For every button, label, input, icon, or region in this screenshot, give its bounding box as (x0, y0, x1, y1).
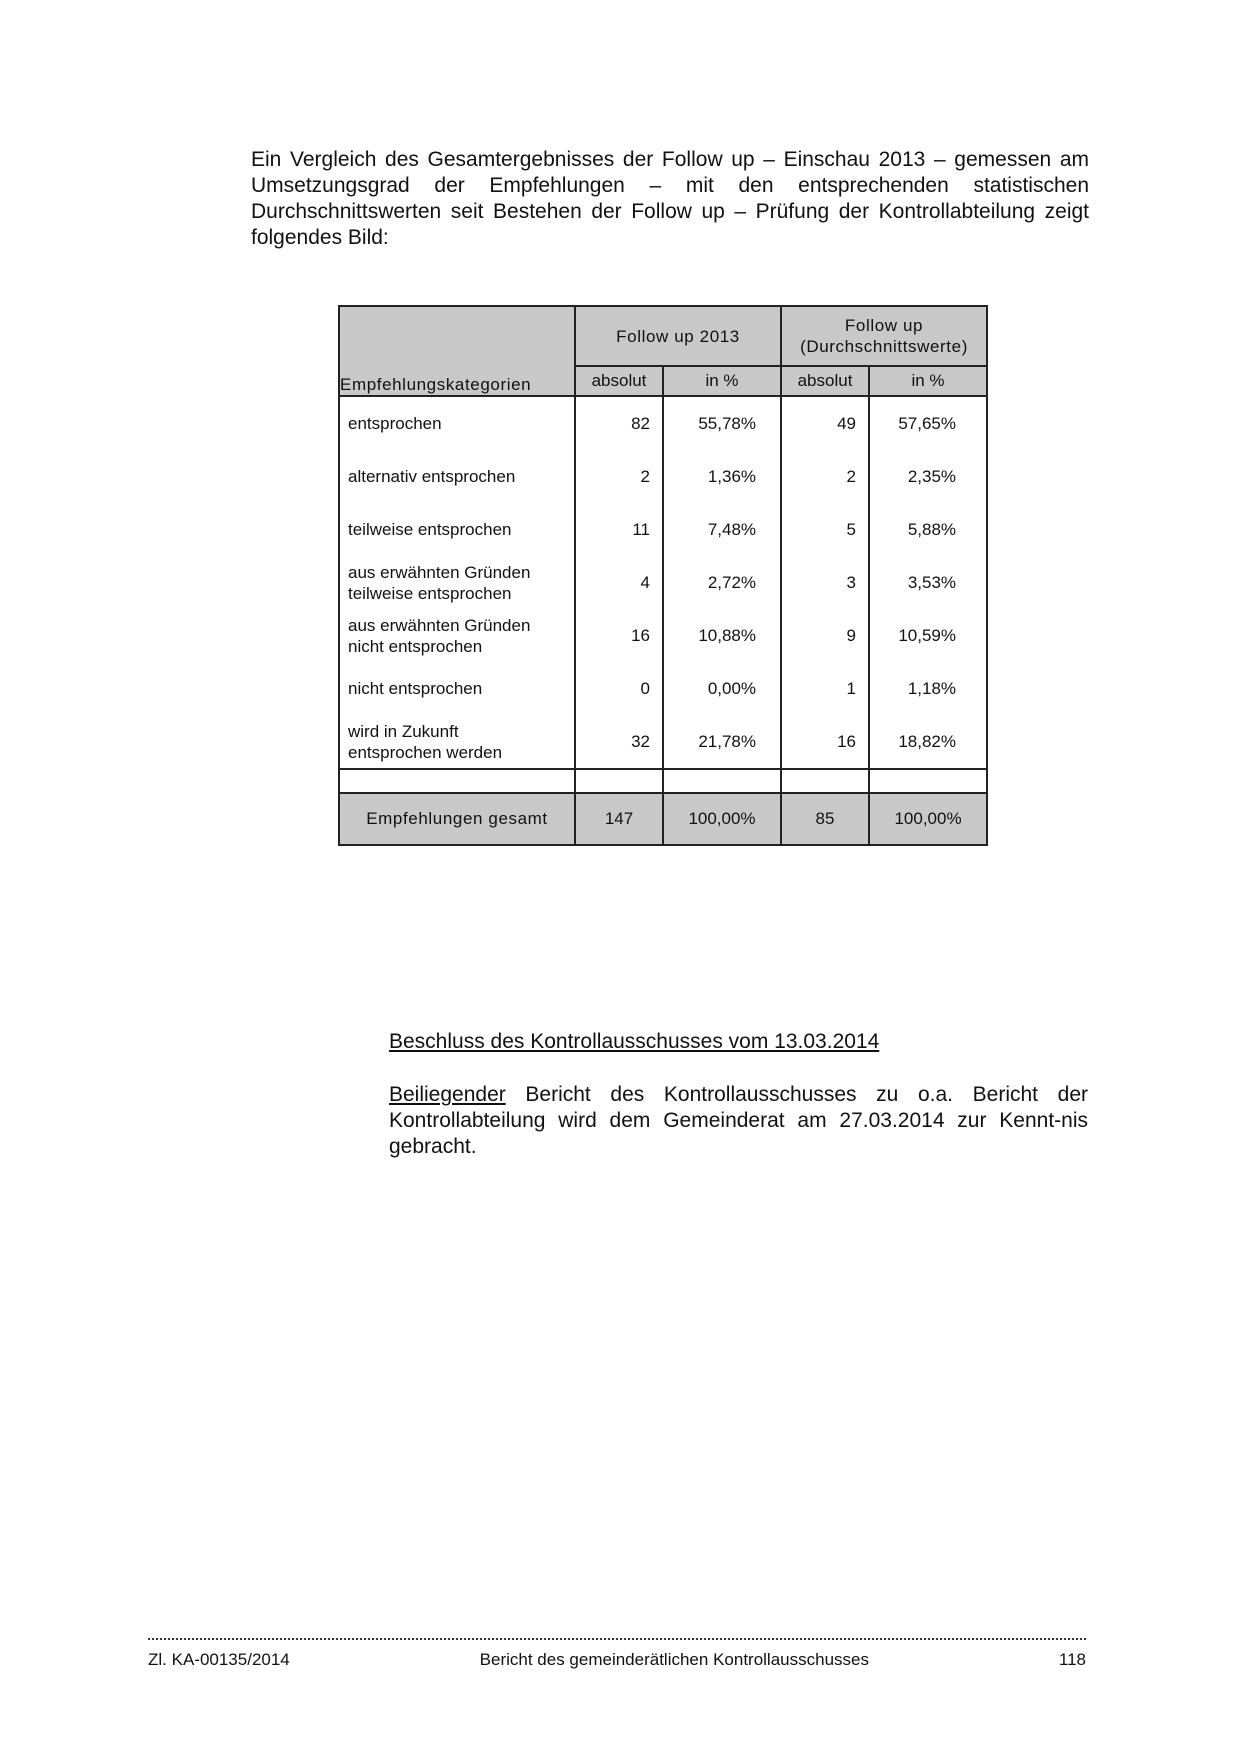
subheader-absolute-average: absolut (781, 366, 869, 396)
cell-percent-2013: 1,36% (663, 450, 781, 503)
cell-percent-average: 1,18% (869, 662, 987, 715)
cell-absolute-2013: 0 (575, 662, 663, 715)
cell-absolute-average: 1 (781, 662, 869, 715)
cell-absolute-average: 9 (781, 609, 869, 662)
total-percent-2013: 100,00% (663, 793, 781, 845)
cell-absolute-2013: 82 (575, 396, 663, 450)
header-follow-up-average (781, 306, 987, 366)
cell-percent-2013: 7,48% (663, 503, 781, 556)
cell-absolute-average: 5 (781, 503, 869, 556)
row-label: alternativ entsprochen (339, 450, 575, 503)
row-label: wird in Zukunft entsprochen werden (339, 715, 575, 769)
cell-absolute-2013: 16 (575, 609, 663, 662)
table-spacer-row (339, 769, 987, 793)
subheader-absolute-2013: absolut (575, 366, 663, 396)
cell-percent-average: 18,82% (869, 715, 987, 769)
header-follow-up-2013: Follow up 2013 (575, 306, 781, 366)
cell-absolute-2013: 11 (575, 503, 663, 556)
cell-absolute-2013: 2 (575, 450, 663, 503)
table-row (339, 715, 987, 769)
cell-percent-average: 5,88% (869, 503, 987, 556)
row-label: entsprochen (339, 396, 575, 450)
table-row (339, 450, 987, 503)
header-category: Empfehlungskategorien (339, 306, 575, 396)
table-row (339, 609, 987, 662)
row-label: teilweise entsprochen (339, 503, 575, 556)
cell-percent-average: 2,35% (869, 450, 987, 503)
header-follow-up-average-line2: (Durchschnittswerte) (800, 337, 968, 356)
cell-absolute-2013: 32 (575, 715, 663, 769)
subheader-percent-2013: in % (663, 366, 781, 396)
subheader-percent-average: in % (869, 366, 987, 396)
table-row (339, 503, 987, 556)
total-percent-average: 100,00% (869, 793, 987, 845)
page-footer (148, 1650, 1086, 1670)
intro-paragraph: Ein Vergleich des Gesamtergebnisses der Follow up – Einschau 2013 – gemessen am Umsetzungsgrad der Empfehlungen – mit den entsprechenden statistischen Durchschnittswerten seit Bestehen der Follow up – Prüfung der Kontrollabteilung zeigt folgendes Bild: (251, 148, 1089, 249)
header-follow-up-average-line1: Follow up (844, 316, 924, 335)
total-absolute-average: 85 (781, 793, 869, 845)
results-table (338, 305, 988, 846)
total-absolute-2013: 147 (575, 793, 663, 845)
cell-percent-average: 3,53% (869, 556, 987, 609)
footer-title: Bericht des gemeinderätlichen Kontrollausschusses (479, 1650, 869, 1669)
table-row (339, 662, 987, 715)
cell-absolute-average: 2 (781, 450, 869, 503)
footer-reference: Zl. KA-00135/2014 (148, 1650, 290, 1669)
cell-absolute-2013: 4 (575, 556, 663, 609)
decision-body: Bericht des Kontrollausschusses zu o.a. Bericht der Kontrollabteilung wird dem Gemeinderat am 27.03.2014 zur Kennt-nis gebracht. (389, 1083, 1088, 1158)
row-label: nicht entsprochen (339, 662, 575, 715)
total-label: Empfehlungen gesamt (339, 793, 575, 845)
table-total-row (339, 793, 987, 845)
cell-absolute-average: 3 (781, 556, 869, 609)
row-label: aus erwähnten Gründen teilweise entsprochen (339, 556, 575, 609)
table-row (339, 556, 987, 609)
cell-percent-2013: 55,78% (663, 396, 781, 450)
decision-title: Beschluss des Kontrollausschusses vom 13.03.2014 (389, 1030, 880, 1053)
cell-percent-2013: 10,88% (663, 609, 781, 662)
cell-absolute-average: 16 (781, 715, 869, 769)
decision-lead-word: Beiliegender (389, 1083, 506, 1106)
cell-percent-average: 10,59% (869, 609, 987, 662)
row-label: aus erwähnten Gründen nicht entsprochen (339, 609, 575, 662)
table-row (339, 396, 987, 450)
cell-percent-2013: 2,72% (663, 556, 781, 609)
cell-percent-2013: 0,00% (663, 662, 781, 715)
decision-paragraph (389, 1082, 1088, 1160)
cell-absolute-average: 49 (781, 396, 869, 450)
cell-percent-average: 57,65% (869, 396, 987, 450)
cell-percent-2013: 21,78% (663, 715, 781, 769)
page-number: 118 (1058, 1650, 1086, 1669)
footer-divider (148, 1638, 1086, 1640)
